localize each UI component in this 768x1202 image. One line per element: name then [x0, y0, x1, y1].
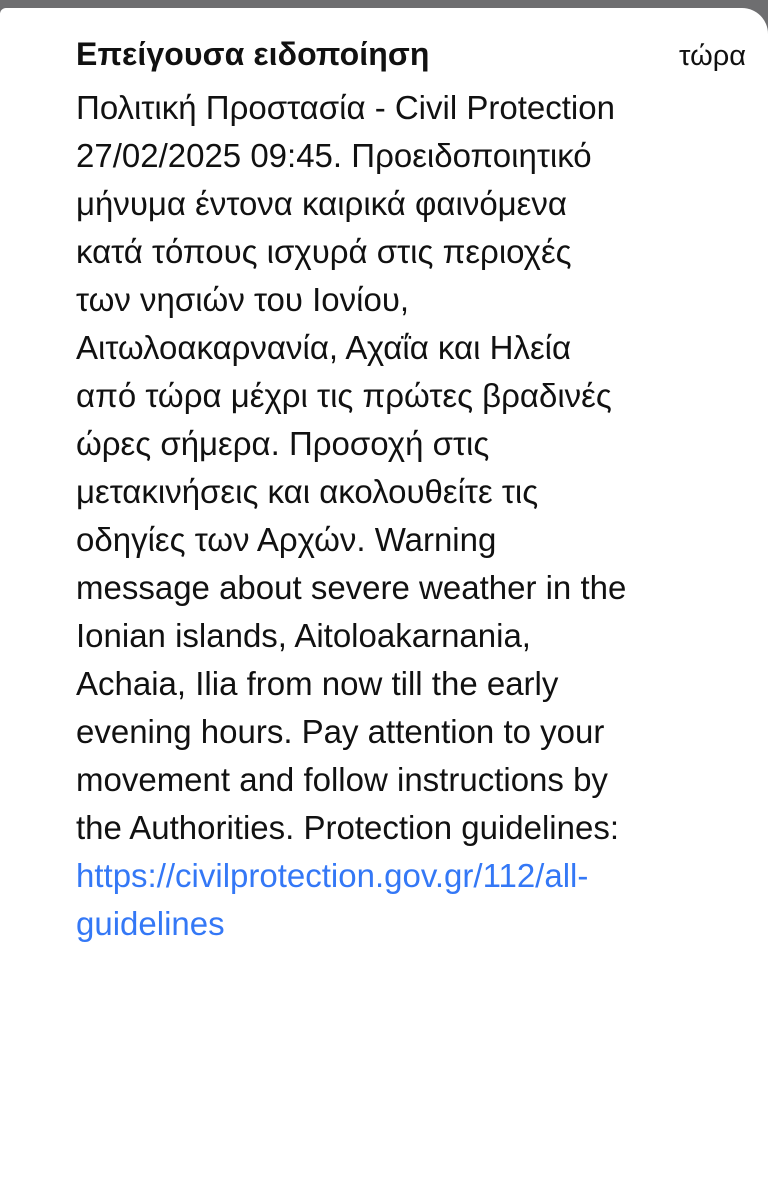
message-line: movement and follow instructions by: [76, 761, 608, 798]
message-line: των νησιών του Ιονίου,: [76, 281, 410, 318]
message-line: the Authorities. Protection guidelines:: [76, 809, 620, 846]
message-line: message about severe weather in the: [76, 569, 627, 606]
alert-header: [76, 36, 746, 80]
message-line: Πολιτική Προστασία - Civil Protection: [76, 89, 615, 126]
message-line: από τώρα μέχρι τις πρώτες βραδινές: [76, 377, 612, 414]
alert-title: Επείγουσα ειδοποίηση: [76, 36, 430, 72]
message-line: 27/02/2025 09:45. Προειδοποιητικό: [76, 137, 592, 174]
message-line: Achaia, Ilia from now till the early: [76, 665, 559, 702]
alert-message: [76, 84, 746, 948]
emergency-alert-card: [0, 8, 768, 1202]
link-line[interactable]: https://civilprotection.gov.gr/112/all-: [76, 857, 589, 894]
message-line: Αιτωλοακαρνανία, Αχαΐα και Ηλεία: [76, 329, 572, 366]
message-line: ώρες σήμερα. Προσοχή στις: [76, 425, 490, 462]
message-line: evening hours. Pay attention to your: [76, 713, 605, 750]
message-line: Ionian islands, Aitoloakarnania,: [76, 617, 531, 654]
link-line[interactable]: guidelines: [76, 905, 225, 942]
message-line: οδηγίες των Αρχών. Warning: [76, 521, 497, 558]
guidelines-link[interactable]: [76, 852, 746, 948]
message-line: κατά τόπους ισχυρά στις περιοχές: [76, 233, 572, 270]
message-line: μετακινήσεις και ακολουθείτε τις: [76, 473, 539, 510]
alert-time: τώρα: [679, 40, 746, 72]
message-line: μήνυμα έντονα καιρικά φαινόμενα: [76, 185, 567, 222]
